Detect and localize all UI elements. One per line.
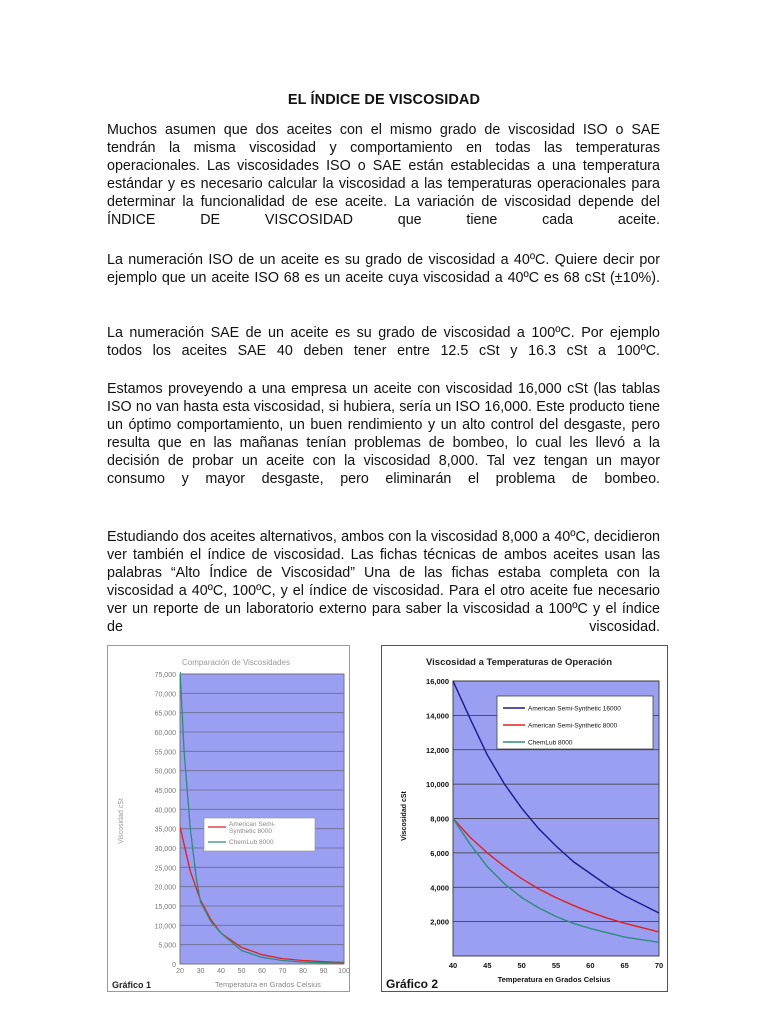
document-title: EL ÍNDICE DE VISCOSIDAD bbox=[287, 92, 481, 108]
y-tick-label: 10,000 bbox=[426, 780, 449, 790]
x-tick-label: 45 bbox=[483, 961, 492, 970]
y-tick-label: 75,000 bbox=[154, 672, 176, 679]
y-tick-label: 10,000 bbox=[154, 923, 176, 931]
x-tick-label: 50 bbox=[237, 968, 246, 975]
chart-2-frame bbox=[381, 645, 668, 992]
paragraph-3: La numeración SAE de un aceite es su grado de viscosidad a 100ºC. Por ejemplo todos los aceites SAE 40 deben tener entre 12.5 cSt y 16.3 cSt a 100ºC. bbox=[107, 325, 660, 360]
paragraph-4: Estamos proveyendo a una empresa un aceite con viscosidad 16,000 cSt (las tablas ISO no van hasta esta viscosidad, si hubiera, sería un ISO 16,000. Este producto tiene un óptimo comportamiento, un buen rendimiento y un alto control del desgaste, pero resulta que en las mañanas tenían problemas de bombeo, lo cual les llevó a la decisión de probar un aceite con la viscosidad 8,000. Tal vez tengan un mayor consumo y mayor desgaste, pero eliminarán el problema de bombeo. bbox=[107, 381, 660, 488]
legend-label: American Semi-Synthetic 8000 bbox=[528, 722, 618, 730]
x-tick-label: 30 bbox=[196, 968, 205, 975]
y-tick-label: 6,000 bbox=[430, 848, 449, 858]
chart-caption: Gráfico 2 bbox=[386, 977, 439, 991]
legend-label: Synthetic 8000 bbox=[229, 828, 273, 835]
y-tick-label: 20,000 bbox=[154, 884, 176, 892]
y-tick-label: 40,000 bbox=[154, 807, 176, 815]
paragraph-1: Muchos asumen que dos aceites con el mismo grado de viscosidad ISO o SAE tendrán la misma viscosidad y comportamiento en todas las temperaturas operacionales. Las viscosidades ISO o SAE están establecidas a una temperatura estándar y es necesario calcular la viscosidad a las temperaturas operacionales para determinar la funcionalidad de ese aceite. La variación de viscosidad depende del ÍNDICE DE VISCOSIDAD que tiene cada aceite. bbox=[107, 122, 660, 229]
chart-2 bbox=[382, 646, 669, 993]
x-axis-label: Temperatura en Grados Celsius bbox=[497, 975, 611, 984]
legend-label: ChemLub 8000 bbox=[229, 839, 274, 846]
x-tick-label: 40 bbox=[217, 968, 225, 975]
y-axis-label: Viscosidad cSt bbox=[401, 791, 408, 841]
chart-title: Viscosidad a Temperaturas de Operación bbox=[425, 657, 613, 668]
x-tick-label: 80 bbox=[299, 968, 307, 975]
y-tick-label: 8,000 bbox=[430, 814, 449, 824]
chart-1-frame bbox=[107, 645, 350, 992]
y-tick-label: 12,000 bbox=[426, 745, 449, 755]
legend-label: ChemLub 8000 bbox=[528, 739, 573, 747]
legend-label: American Semi- bbox=[229, 821, 276, 828]
paragraph-2: La numeración ISO de un aceite es su grado de viscosidad a 40ºC. Quiere decir por ejemplo que un aceite ISO 68 es un aceite cuya viscosidad a 40ºC es 68 cSt (±10%). bbox=[107, 252, 660, 287]
x-tick-label: 40 bbox=[448, 961, 458, 970]
y-tick-label: 2,000 bbox=[430, 917, 449, 927]
chart-1 bbox=[108, 646, 351, 993]
x-tick-label: 90 bbox=[319, 968, 328, 975]
y-tick-label: 50,000 bbox=[154, 768, 176, 776]
y-axis-label: Viscosidad cSt bbox=[118, 798, 125, 844]
y-tick-label: 14,000 bbox=[426, 711, 449, 721]
x-tick-label: 20 bbox=[176, 968, 184, 975]
y-tick-label: 55,000 bbox=[154, 749, 176, 757]
y-tick-label: 45,000 bbox=[154, 788, 176, 795]
y-tick-label: 15,000 bbox=[154, 904, 176, 911]
y-tick-label: 4,000 bbox=[430, 883, 449, 893]
x-tick-label: 70 bbox=[654, 961, 664, 970]
x-tick-label: 60 bbox=[258, 968, 266, 975]
y-tick-label: 25,000 bbox=[154, 865, 176, 873]
y-tick-label: 65,000 bbox=[154, 710, 176, 718]
x-tick-label: 100 bbox=[338, 968, 350, 975]
legend-label: American Semi-Synthetic 16000 bbox=[528, 705, 621, 713]
x-axis-label: Temperatura en Grados Celsius bbox=[215, 980, 321, 989]
chart-caption: Gráfico 1 bbox=[112, 980, 152, 990]
y-tick-label: 70,000 bbox=[154, 691, 176, 699]
x-tick-label: 50 bbox=[517, 961, 526, 970]
x-tick-label: 55 bbox=[551, 961, 561, 970]
paragraph-5: Estudiando dos aceites alternativos, ambos con la viscosidad 8,000 a 40ºC, decidieron ver también el índice de viscosidad. Las fichas técnicas de ambos aceites usan las palabras “Alto Índice de Viscosidad” Una de las fichas estaba completa con la viscosidad a 40ºC, 100ºC, y el índice de viscosidad. Para el otro aceite fue necesario ver un reporte de un laboratorio externo para saber la viscosidad a 100ºC y el índice de viscosidad. bbox=[107, 529, 660, 636]
y-tick-label: 5,000 bbox=[158, 942, 176, 950]
x-tick-label: 70 bbox=[278, 968, 287, 975]
y-tick-label: 60,000 bbox=[154, 730, 176, 737]
y-tick-label: 35,000 bbox=[154, 826, 176, 834]
x-tick-label: 60 bbox=[586, 961, 595, 970]
y-tick-label: 30,000 bbox=[154, 846, 176, 853]
chart-title: Comparación de Viscosidades bbox=[182, 658, 290, 667]
y-tick-label: 16,000 bbox=[426, 677, 449, 686]
y-tick-label: 0 bbox=[172, 962, 176, 969]
x-tick-label: 65 bbox=[620, 961, 629, 970]
